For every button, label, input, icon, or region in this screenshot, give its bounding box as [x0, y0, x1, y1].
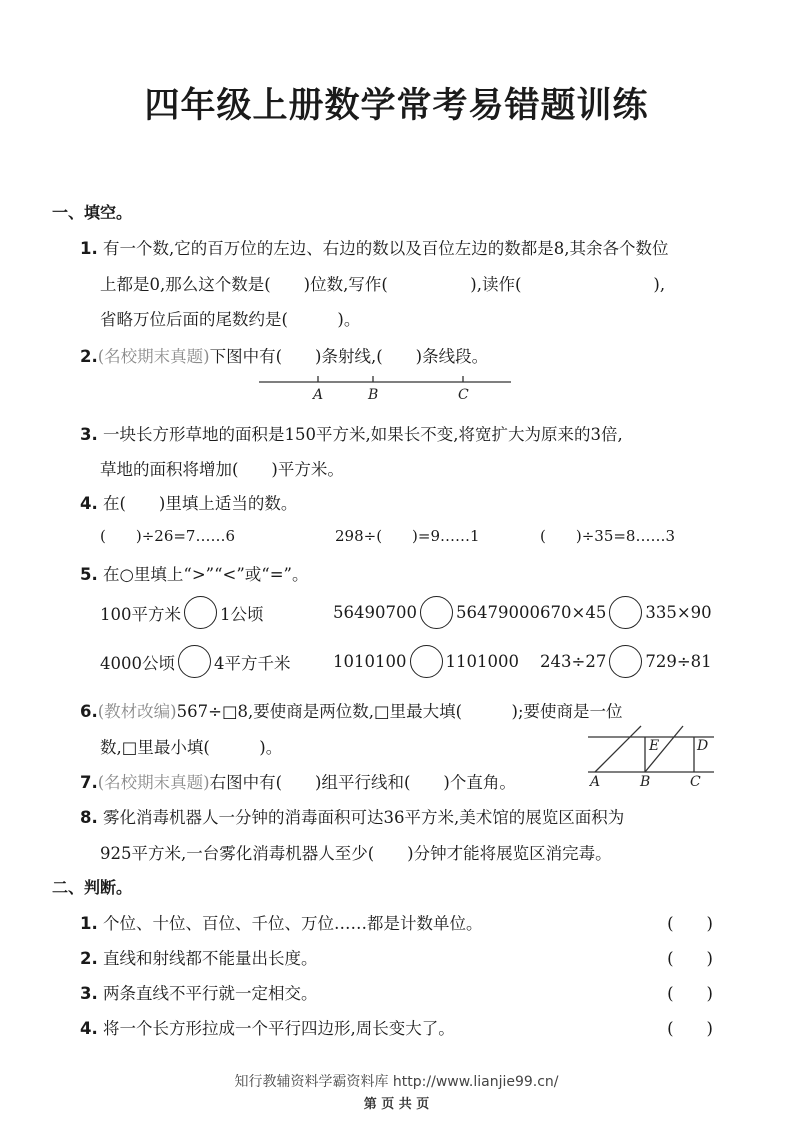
question-1-line-3: 省略万位后面的尾数约是( )。: [100, 310, 361, 329]
point-label-b: B: [368, 387, 379, 403]
compare-left: 670×45: [540, 603, 607, 622]
division-item-1: ( )÷26=7……6: [100, 527, 236, 545]
page-number: 第 页 共 页: [363, 1097, 430, 1112]
question-text: 右图中有( )组平行线和( )个直角。: [209, 773, 516, 792]
compare-right: 56479000: [455, 603, 540, 622]
answer-parentheses[interactable]: ( ): [667, 984, 713, 1003]
question-6-line-1: [80, 698, 623, 722]
compare-item: [333, 645, 519, 678]
question-1-line-1: [80, 235, 669, 259]
question-number: 8.: [80, 808, 98, 827]
question-number: 3.: [80, 984, 98, 1003]
compare-left: 100平方米: [100, 604, 181, 624]
question-3-line-2: 草地的面积将增加( )平方米。: [100, 460, 344, 479]
question-8-line-1: [80, 804, 624, 828]
compare-item: [100, 645, 291, 678]
question-3-line-1: [80, 421, 623, 445]
question-6-line-2: 数,□里最小填( )。: [100, 738, 283, 757]
compare-left: 243÷27: [540, 652, 607, 671]
question-text: 雾化消毒机器人一分钟的消毒面积可达36平方米,美术馆的展览区面积为: [103, 808, 625, 827]
compare-circle[interactable]: [609, 645, 642, 678]
compare-item: [100, 596, 264, 629]
question-number: 2.: [80, 347, 98, 366]
question-text: 将一个长方形拉成一个平行四边形,周长变大了。: [103, 1019, 455, 1038]
compare-right: 1公顷: [220, 604, 264, 624]
question-number: 3.: [80, 425, 98, 444]
question-text: 在( )里填上适当的数。: [103, 494, 298, 513]
compare-right: 729÷81: [645, 652, 712, 671]
judge-item-2: [80, 945, 318, 969]
question-text: 个位、十位、百位、千位、万位……都是计数单位。: [103, 914, 483, 933]
point-label-c: C: [458, 387, 469, 403]
compare-right: 335×90: [645, 603, 712, 622]
question-number: 4.: [80, 1019, 98, 1038]
answer-parentheses[interactable]: ( ): [667, 949, 713, 968]
question-number: 4.: [80, 494, 98, 513]
question-8-line-2: 925平方米,一台雾化消毒机器人至少( )分钟才能将展览区消完毒。: [100, 844, 612, 863]
answer-parentheses[interactable]: ( ): [667, 914, 713, 933]
point-label-a: A: [590, 774, 601, 790]
compare-right: 1101000: [445, 652, 519, 671]
point-label-b: B: [640, 774, 651, 790]
compare-right: 4平方千米: [214, 653, 291, 673]
question-text: 有一个数,它的百万位的左边、右边的数以及百位左边的数都是8,其余各个数位: [103, 239, 669, 258]
compare-left: 56490700: [333, 603, 417, 622]
section-heading-fill-blank: 一、填空。: [52, 203, 133, 222]
compare-circle[interactable]: [410, 645, 443, 678]
question-7: [80, 769, 516, 793]
page-title: 四年级上册数学常考易错题训练: [144, 86, 649, 126]
division-item-3: ( )÷35=8……3: [540, 527, 676, 545]
compare-left: 1010100: [333, 652, 407, 671]
question-text: 两条直线不平行就一定相交。: [103, 984, 318, 1003]
footer-link[interactable]: 知行教辅资料学霸资料库 http://www.lianjie99.cn/: [234, 1074, 559, 1090]
answer-parentheses[interactable]: ( ): [667, 1019, 713, 1038]
question-text: 直线和射线都不能量出长度。: [103, 949, 318, 968]
slant-line-1: [595, 726, 641, 772]
question-number: 1.: [80, 239, 98, 258]
section-heading-judge: 二、判断。: [52, 878, 133, 897]
question-number: 5.: [80, 565, 98, 584]
question-text: 一块长方形草地的面积是150平方米,如果长不变,将宽扩大为原来的3倍,: [103, 425, 623, 444]
question-number: 1.: [80, 914, 98, 933]
question-number: 6.: [80, 702, 98, 721]
compare-item: [540, 596, 712, 629]
question-number: 2.: [80, 949, 98, 968]
question-1-line-2: 上都是0,那么这个数是( )位数,写作( ),读作( ),: [100, 275, 666, 294]
question-text: 下图中有( )条射线,( )条线段。: [209, 347, 489, 366]
judge-item-3: [80, 980, 318, 1004]
question-5: [80, 561, 309, 585]
compare-item: [333, 596, 540, 629]
point-label-e: E: [649, 738, 660, 754]
ray-segment-diagram: [255, 368, 515, 404]
compare-circle[interactable]: [184, 596, 217, 629]
point-label-c: C: [690, 774, 701, 790]
question-2: [80, 343, 488, 367]
compare-left: 4000公顷: [100, 653, 175, 673]
source-tag: (名校期末真题): [97, 773, 210, 792]
source-tag: (教材改编): [97, 702, 177, 721]
compare-circle[interactable]: [420, 596, 453, 629]
parallel-lines-figure: [583, 722, 718, 792]
source-tag: (名校期末真题): [97, 347, 210, 366]
compare-circle[interactable]: [178, 645, 211, 678]
question-number: 7.: [80, 773, 98, 792]
division-item-2: 298÷( )=9……1: [335, 527, 480, 545]
question-text: 567÷□8,要使商是两位数,□里最大填( );要使商是一位: [176, 702, 623, 721]
compare-item: [540, 645, 712, 678]
judge-item-1: [80, 910, 483, 934]
judge-item-4: [80, 1015, 455, 1039]
point-label-d: D: [697, 738, 709, 754]
question-4: [80, 490, 297, 514]
point-label-a: A: [313, 387, 324, 403]
compare-circle[interactable]: [609, 596, 642, 629]
question-text: 在○里填上“>”“<”或“=”。: [103, 565, 309, 584]
